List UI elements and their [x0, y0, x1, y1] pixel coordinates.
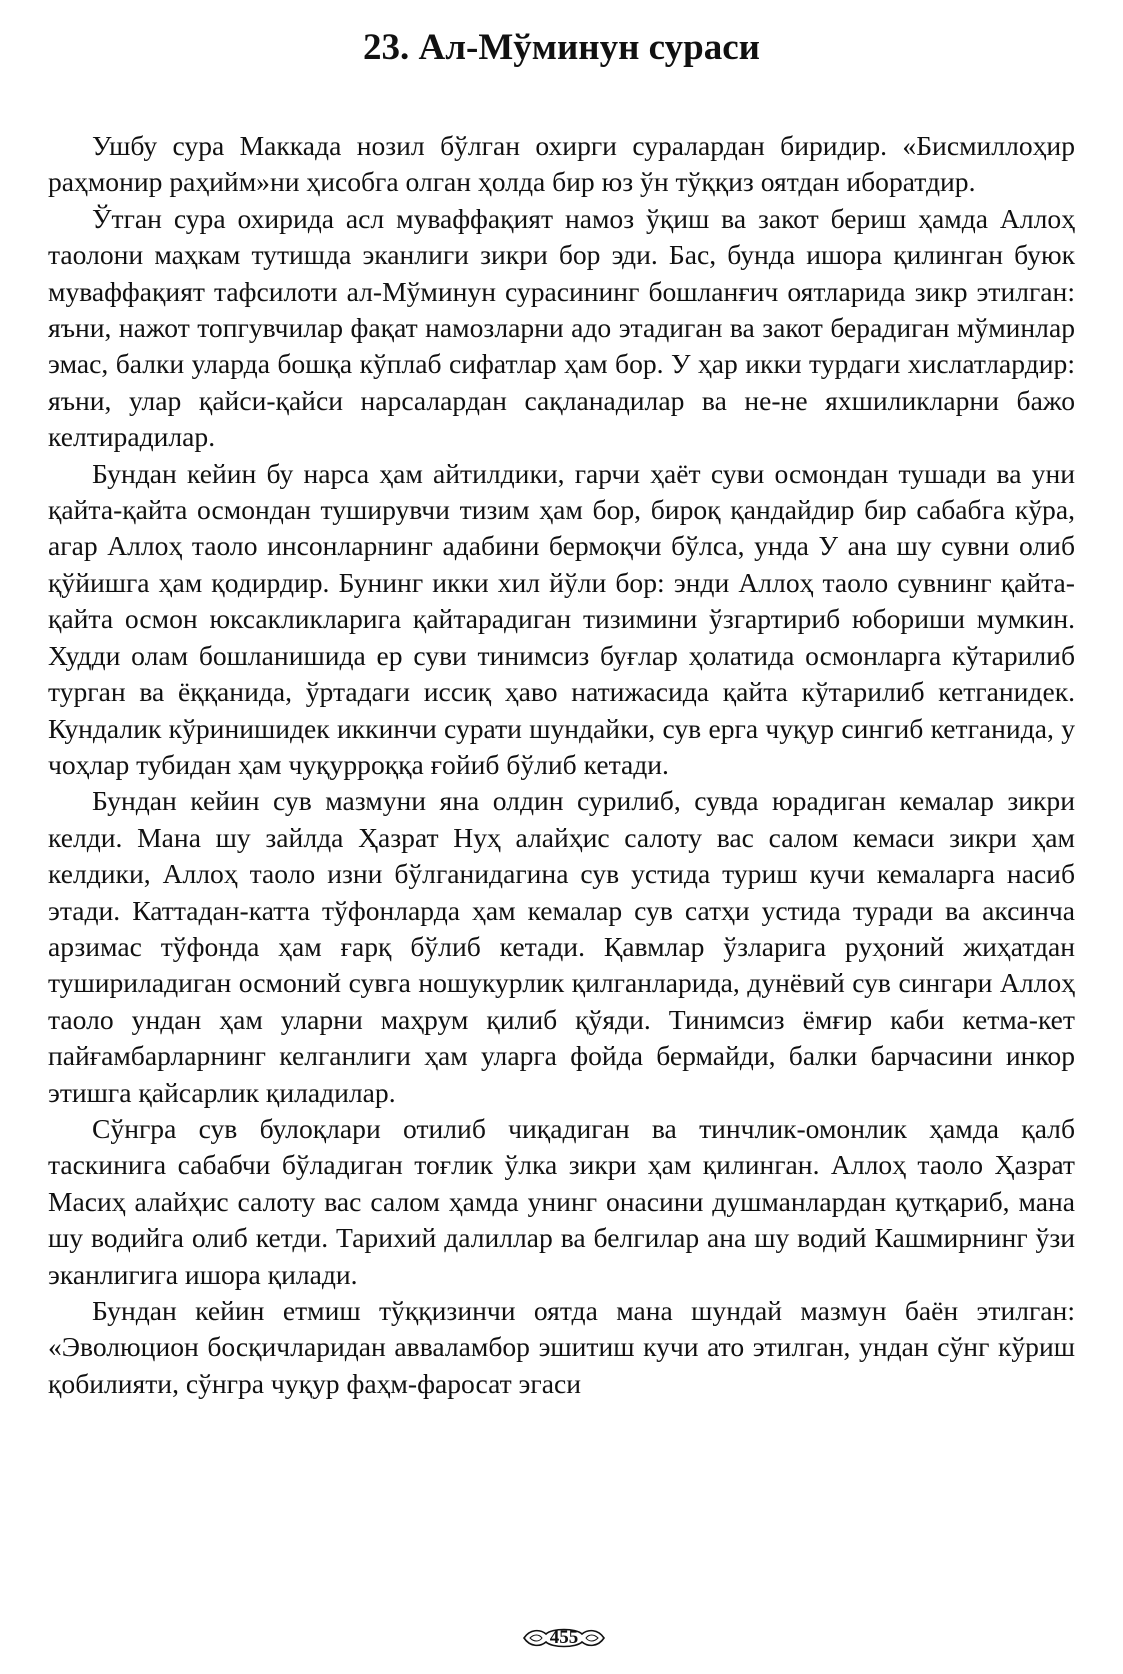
- document-page: [48, 22, 1075, 1647]
- page-number-ornament: [522, 1626, 606, 1650]
- page-number: 455: [549, 1627, 579, 1648]
- body-text: [48, 128, 1075, 1402]
- paragraph: Бундан кейин сув мазмуни яна олдин сурилиб, сувда юрадиган кемалар зикри келди. Мана шу зайлда Ҳазрат Нуҳ алайҳис салоту вас салом кемаси зикри ҳам келдики, Аллоҳ таоло изни бўлганидагина сув устида туриш кучи кемаларга насиб этади. Каттадан-катта тўфонларда ҳам кемалар сув сатҳи устида туради ва аксинча арзимас тўфонда ҳам ғарқ бўлиб кетади. Қавмлар ўзларига руҳоний жиҳатдан тушириладиган осмоний сувга ношукурлик қилганларида, дунёвий сув сингари Аллоҳ таоло ундан ҳам уларни маҳрум қилиб қўяди. Тинимсиз ёмғир каби кетма-кет пайғамбарларнинг келганлиги ҳам уларга фойда бермайди, балки барчасини инкор этишга қайсарлик қиладилар.: [48, 785, 1075, 1108]
- paragraph: Бундан кейин етмиш тўққизинчи оятда мана шундай мазмун баён этилган: «Эволюцион босқичларидан авваламбор эшитиш кучи ато этилган, ундан сўнг кўриш қобилияти, сўнгра чуқур фаҳм-фаросат эгаси: [48, 1295, 1075, 1399]
- paragraph: Бундан кейин бу нарса ҳам айтилдики, гарчи ҳаёт суви осмондан тушади ва уни қайта-қайта осмондан туширувчи тизим ҳам бор, бироқ қандайдир бир сабабга кўра, агар Аллоҳ таоло инсонларнинг адабини бермоқчи бўлса, унда У ана шу сувни олиб қўйишга ҳам қодирдир. Бунинг икки хил йўли бор: энди Аллоҳ таоло сувнинг қайта-қайта осмон юксакликларига қайтарадиган тизимини ўзгартириб юбориши мумкин. Худди олам бошланишида ер суви тинимсиз буғлар ҳолатида осмонларга кўтарилиб турган ва ёққанида, ўртадаги иссиқ ҳаво натижасида қайта кўтарилиб кетганидек. Кундалик кўринишидек иккинчи сурати шундайки, сув ерга чуқур сингиб кетганида, у чоҳлар тубидан ҳам чуқурроққа ғойиб бўлиб кетади.: [48, 457, 1075, 780]
- paragraph: Ўтган сура охирида асл муваффақият намоз ўқиш ва закот бериш ҳамда Аллоҳ таолони маҳкам тутишда эканлиги зикри бор эди. Бас, бунда ишора қилинган буюк муваффақият тафсилоти ал-Мўминун сурасининг бошланғич оятларида зикр этилган: яъни, нажот топгувчилар фақат намозларни адо этадиган ва закот берадиган мўминлар эмас, балки уларда бошқа кўплаб сифатлар ҳам бор. У ҳар икки турдаги хислатлардир: яъни, улар қайси-қайси нарсалардан сақланадилар ва не-не яхшиликларни бажо келтирадилар.: [48, 202, 1075, 453]
- paragraph: Сўнгра сув булоқлари отилиб чиқадиган ва тинчлик-омонлик ҳамда қалб таскинига сабабчи бўладиган тоғлик ўлка зикри ҳам қилинган. Аллоҳ таоло Ҳазрат Масиҳ алайҳис салоту вас салом ҳамда унинг онасини душманлардан қутқариб, мана шу водийга олиб кетди. Тарихий далиллар ва белгилар ана шу водий Кашмирнинг ўзи эканлигига ишора қилади.: [48, 1112, 1075, 1290]
- paragraph: Ушбу сура Маккада нозил бўлган охирги суралардан биридир. «Бисмиллоҳир раҳмонир раҳийм»ни ҳисобга олган ҳолда бир юз ўн тўққиз оятдан иборатдир.: [48, 130, 1075, 198]
- chapter-title: 23. Ал-Мўминун сураси: [363, 27, 760, 68]
